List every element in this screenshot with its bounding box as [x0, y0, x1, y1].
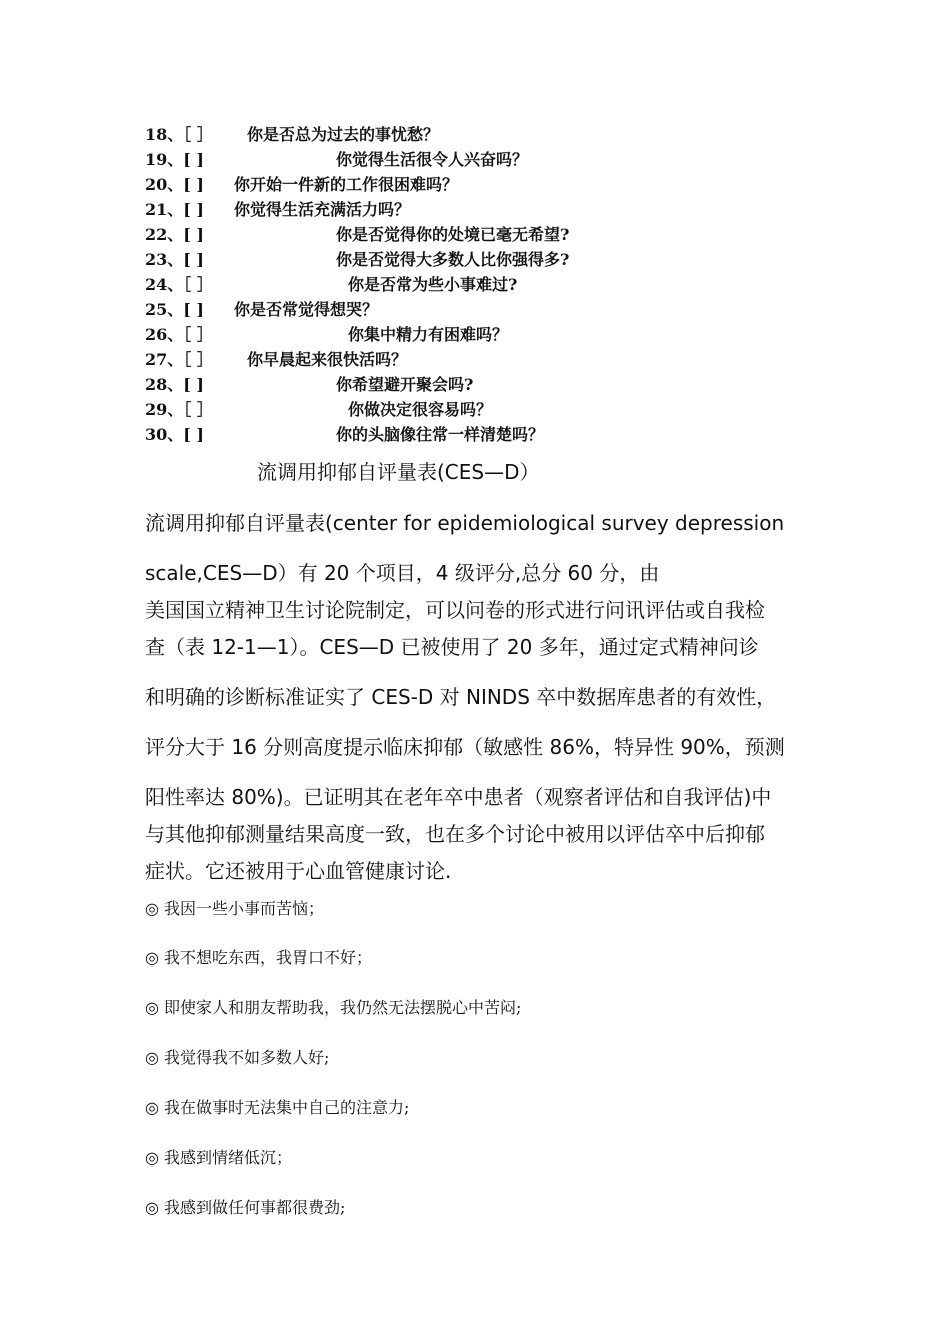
question-number: 20、[ ] [145, 175, 204, 194]
section-title: 流调用抑郁自评量表(CES—D） [257, 460, 540, 484]
paragraph-line: 流调用抑郁自评量表(center for epidemiological survey depression [145, 511, 785, 535]
question-text: 你开始一件新的工作很困难吗？ [234, 175, 459, 194]
paragraph-line: 和明确的诊断标准证实了 CES-D 对 NINDS 卒中数据库患者的有效性， [145, 685, 777, 709]
list-item: ◎ 我在做事时无法集中自己的注意力; [145, 1098, 410, 1117]
question-text: 你集中精力有困难吗？ [348, 325, 509, 344]
question-number: 24、［ ］ [145, 275, 213, 294]
question-number: 27、［ ］ [145, 350, 213, 369]
question-number: 28、[ ] [145, 375, 204, 394]
paragraph-line: 美国国立精神卫生讨论院制定，可以问卷的形式进行问讯评估或自我检 [145, 598, 765, 622]
list-item: ◎ 即使家人和朋友帮助我，我仍然无法摆脱心中苦闷; [145, 998, 522, 1017]
paragraph-line: 查（表 12-1—1）。CES—D 已被使用了 20 多年，通过定式精神问诊 [145, 635, 759, 659]
question-text: 你早晨起来很快活吗？ [247, 350, 408, 369]
paragraph-line: 症状。它还被用于心血管健康讨论. [145, 859, 452, 883]
paragraph-line: 评分大于 16 分则高度提示临床抑郁（敏感性 86%，特异性 90%，预测 [145, 735, 785, 759]
question-number: 26、［ ］ [145, 325, 213, 344]
question-number: 29、［ ］ [145, 400, 213, 419]
question-number: 30、[ ] [145, 425, 204, 444]
list-item: ◎ 我觉得我不如多数人好; [145, 1048, 330, 1067]
question-number: 21、[ ] [145, 200, 204, 219]
question-number: 18、［ ］ [145, 125, 213, 144]
list-item: ◎ 我不想吃东西，我胃口不好； [145, 948, 373, 967]
list-item: ◎ 我感到情绪低沉； [145, 1148, 293, 1167]
question-text: 你的头脑像往常一样清楚吗？ [336, 425, 545, 444]
list-item: ◎ 我感到做任何事都很费劲; [145, 1198, 346, 1217]
question-text: 你是否常觉得想哭？ [234, 300, 379, 319]
question-text: 你是否觉得大多数人比你强得多? [336, 250, 570, 269]
question-text: 你觉得生活很令人兴奋吗？ [336, 150, 529, 169]
question-number: 23、[ ] [145, 250, 204, 269]
question-text: 你觉得生活充满活力吗？ [234, 200, 411, 219]
question-text: 你是否总为过去的事忧愁？ [247, 125, 440, 144]
paragraph-line: 阳性率达 80%)。已证明其在老年卒中患者（观察者评估和自我评估)中 [145, 785, 772, 809]
list-item: ◎ 我因一些小事而苦恼； [145, 899, 325, 918]
question-number: 22、[ ] [145, 225, 204, 244]
question-text: 你是否常为些小事难过? [348, 275, 518, 294]
paragraph-line: scale,CES—D）有 20 个项目，4 级评分,总分 60 分，由 [145, 561, 660, 585]
question-text: 你希望避开聚会吗? [336, 375, 474, 394]
question-number: 19、[ ] [145, 150, 204, 169]
question-text: 你是否觉得你的处境已毫无希望? [336, 225, 570, 244]
question-text: 你做决定很容易吗？ [348, 400, 493, 419]
question-number: 25、[ ] [145, 300, 204, 319]
paragraph-line: 与其他抑郁测量结果高度一致，也在多个讨论中被用以评估卒中后抑郁 [145, 822, 765, 846]
